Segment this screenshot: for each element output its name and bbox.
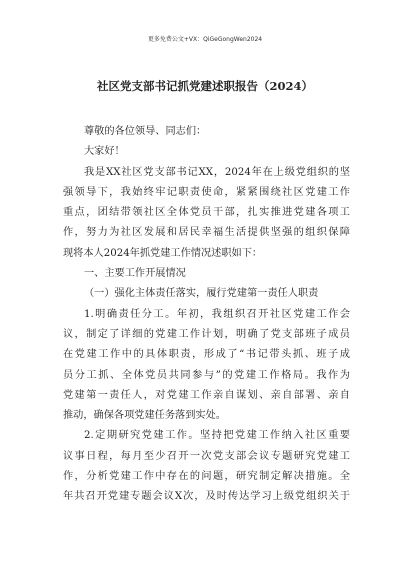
header-note: 更多免费公文+VX：QiGeGongWen2024 (147, 36, 263, 43)
paragraph-line: 作，分析党建工作中存在的问题，研究制定解决措施。全 (63, 471, 350, 483)
paragraph-line: 作，努力为社区发展和居民幸福生活提供坚强的组织保障 (63, 227, 350, 239)
paragraph-line: 重点，团结带领社区全体党员干部，扎实推进党建各项工 (63, 207, 350, 219)
paragraph-line: 现将本人2024年抓党建工作情况述职如下： (63, 247, 263, 259)
subsection-heading: （一）强化主体责任落实，履行党建第一责任人职责 (84, 288, 319, 300)
document-body (63, 122, 350, 508)
section-heading: 一、主要工作开展情况 (84, 268, 186, 280)
document-title: 社区党支部书记抓党建述职报告（2024） (96, 79, 313, 93)
paragraph-line: 员分工抓、全体党员共同参与”的党建工作格局。我作为 (63, 369, 350, 381)
paragraph-1 (63, 305, 350, 427)
paragraph-line: 2.定期研究党建工作。坚持把党建工作纳入社区重要 (84, 430, 350, 442)
paragraph-line: 议，制定了详细的党建工作计划，明确了党支部班子成员 (63, 328, 350, 340)
paragraph-line: 强领导下，我始终牢记职责使命，紧紧围绕社区党建工作 (63, 186, 350, 198)
salutation: 尊敬的各位领导、同志们： (84, 126, 207, 137)
greeting: 大家好！ (84, 146, 125, 158)
paragraph-2 (63, 426, 350, 507)
paragraph-line: 在党建工作中的具体职责，形成了“书记带头抓、班子成 (63, 349, 350, 361)
intro-paragraph (63, 163, 350, 264)
paragraph-line: 议事日程，每月至少召开一次党支部会议专题研究党建工 (63, 450, 350, 462)
paragraph-line: 1.明确责任分工。年初，我组织召开社区党建工作会 (84, 308, 350, 320)
paragraph-line: 党建第一责任人，对党建工作亲自谋划、亲自部署、亲自 (63, 389, 350, 401)
paragraph-line: 年共召开党建专题会议X次，及时传达学习上级党组织关于 (63, 491, 350, 503)
paragraph-line: 推动，确保各项党建任务落到实处。 (63, 410, 226, 422)
paragraph-line: 我是XX社区党支部书记XX，2024年在上级党组织的坚 (84, 166, 350, 178)
